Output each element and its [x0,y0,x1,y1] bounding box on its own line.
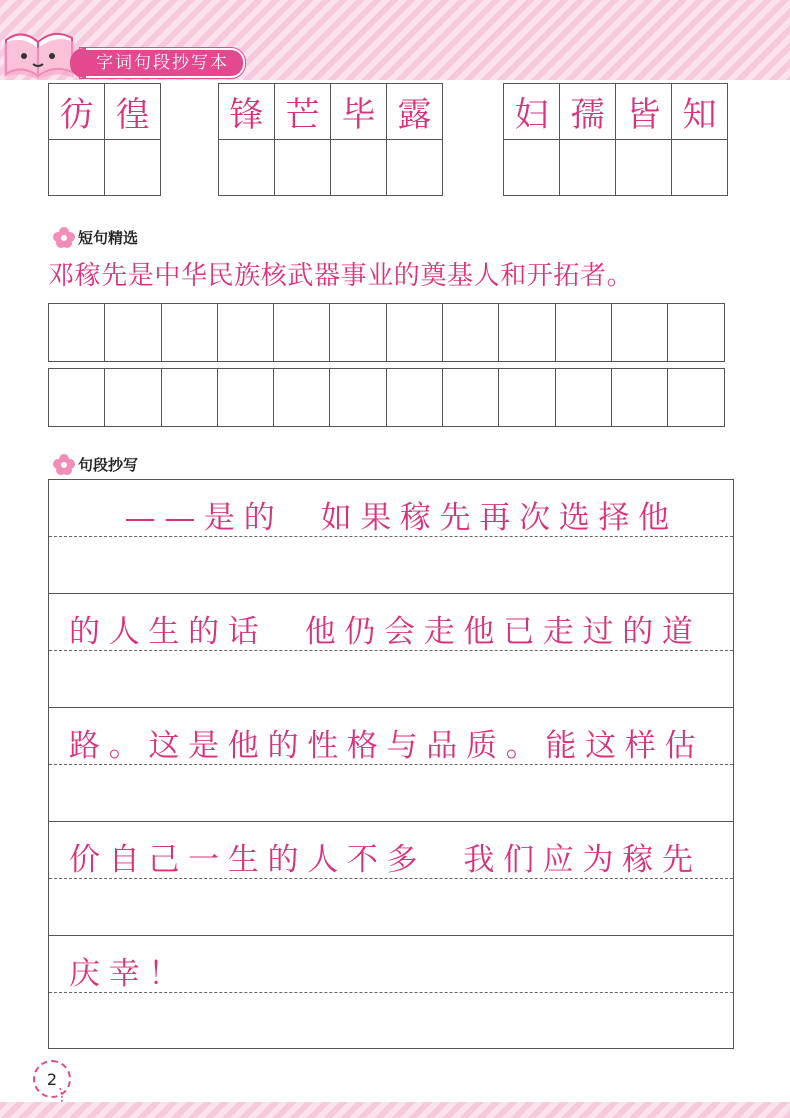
line-divider [49,593,733,594]
paragraph-line-2: 的人生的话 他仍会走他已走过的道 [69,614,702,650]
word-group-3 [503,83,727,195]
section-title-text: 短句精选 [78,228,139,247]
practice-cell[interactable] [386,303,443,362]
practice-cell[interactable] [611,303,668,362]
practice-cell[interactable] [48,139,105,196]
practice-cell[interactable] [273,368,330,427]
practice-cell[interactable] [48,368,105,427]
practice-cell[interactable] [611,368,668,427]
practice-cell[interactable] [498,368,555,427]
practice-cell[interactable] [386,368,443,427]
practice-cell[interactable] [274,139,331,196]
practice-cell[interactable] [498,303,555,362]
paragraph-line-5: 庆幸！ [69,956,189,992]
word-char: 妇 [503,83,560,140]
dashed-guide-line [49,764,733,765]
practice-cell[interactable] [671,139,728,196]
header-title: 字词句段抄写本 [80,48,245,78]
line-divider [49,707,733,708]
page-number: 2 [33,1060,71,1098]
short-sentence-text: 邓稼先是中华民族核武器事业的奠基人和开拓者。 [48,261,634,291]
footer-band [0,1102,790,1118]
practice-cell[interactable] [329,303,386,362]
practice-cell[interactable] [161,368,218,427]
practice-cell[interactable] [503,139,560,196]
dashed-guide-line [49,992,733,993]
practice-cell[interactable] [559,139,616,196]
dashed-guide-line [49,878,733,879]
word-char: 锋 [218,83,275,140]
practice-cell[interactable] [667,303,724,362]
word-group-2 [218,83,442,195]
word-char: 孺 [559,83,616,140]
word-char: 皆 [615,83,672,140]
practice-cell[interactable] [442,368,499,427]
practice-cell[interactable] [555,368,612,427]
section-title-text: 句段抄写 [78,455,139,474]
word-char: 彷 [48,83,105,140]
paragraph-line-3: 路。这是他的性格与品质。能这样估 [69,728,705,764]
word-char: 露 [386,83,443,140]
paragraph-line-4: 价自己一生的人不多 我们应为稼先 [69,842,702,878]
paragraph-copy-box [48,479,734,1049]
line-divider [49,821,733,822]
flower-icon [52,453,76,475]
practice-cell[interactable] [555,303,612,362]
practice-cell[interactable] [386,139,443,196]
word-char: 徨 [104,83,161,140]
line-divider [49,935,733,936]
practice-cell[interactable] [442,303,499,362]
word-char: 芒 [274,83,331,140]
practice-cell[interactable] [615,139,672,196]
dashed-guide-line [49,650,733,651]
practice-cell[interactable] [104,139,161,196]
practice-cell[interactable] [329,368,386,427]
sentence-practice-row-1 [48,303,724,361]
short-sentence-heading [52,226,138,248]
book-icon [0,18,78,82]
paragraph-line-1: ——是的 如果稼先再次选择他 [69,500,678,536]
practice-cell[interactable] [218,139,275,196]
word-char: 知 [671,83,728,140]
practice-cell[interactable] [273,303,330,362]
word-group-1 [48,83,160,195]
practice-cell[interactable] [104,303,161,362]
practice-cell[interactable] [667,368,724,427]
practice-cell[interactable] [161,303,218,362]
dashed-guide-line [49,536,733,537]
sentence-practice-row-2 [48,368,724,426]
paragraph-heading [52,453,138,475]
practice-cell[interactable] [330,139,387,196]
practice-cell[interactable] [48,303,105,362]
practice-cell[interactable] [217,368,274,427]
practice-cell[interactable] [217,303,274,362]
flower-icon [52,226,76,248]
practice-cell[interactable] [104,368,161,427]
word-char: 毕 [330,83,387,140]
